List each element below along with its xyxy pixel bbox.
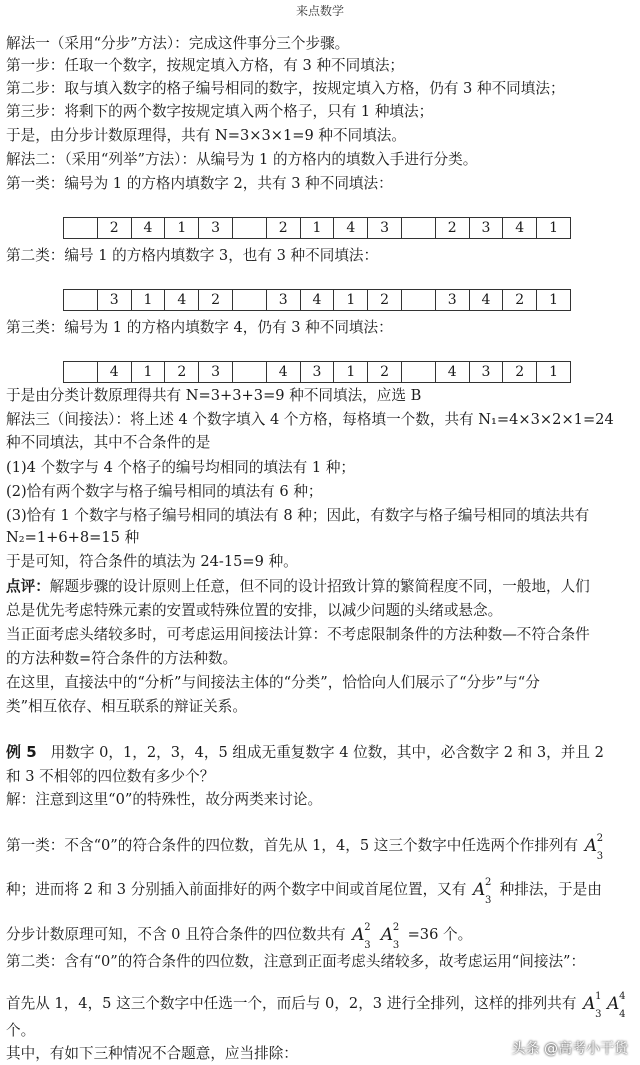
grid-cell: 4 [97, 362, 131, 382]
grid-cell: 2 [502, 362, 536, 382]
grid-cell: 1 [333, 290, 367, 310]
grid-cell: 3 [469, 218, 503, 238]
solution3-conclusion: 于是可知，符合条件的填法为 24-15=9 种。 [6, 553, 298, 570]
solution3-item2: (2)恰有两个数字与格子编号相同的填法有 6 种； [6, 483, 323, 500]
permutation-a32: A 2 3 [380, 922, 400, 951]
grid-cell [232, 290, 266, 310]
grid-cell: 3 [435, 290, 469, 310]
grid-cell: 4 [333, 218, 367, 238]
grid-cell [401, 218, 435, 238]
review-line6: 类”相互依存、相互联系的辩证关系。 [6, 698, 247, 715]
review-line3: 当正面考虑头绪较多时，可考虑运用间接法计算：不考虑限制条件的方法种数—不符合条件 [6, 626, 590, 643]
grid-cell: 1 [131, 362, 165, 382]
solution2-class2: 第二类：编号 1 的方格内填数字 3，也有 3 种不同填法： [6, 247, 379, 264]
review-text: 解题步骤的设计原则上任意，但不同的设计招致计算的繁简程度不同，一般地，人们 [49, 578, 590, 595]
solution1-conclusion: 于是，由分步计数原理得，共有 N=3×3×1=9 种不同填法。 [6, 127, 406, 144]
example5-label: 例 5 [6, 743, 37, 761]
solution2-class1: 第一类：编号为 1 的方格内填数字 2，共有 3 种不同填法： [6, 175, 393, 192]
grid-cell: 3 [198, 218, 232, 238]
example5-class1-text5: =36 个。 [407, 926, 473, 943]
grid-cell: 2 [97, 218, 131, 238]
example5-question-line2: 和 3 不相邻的四位数有多少个？ [6, 768, 215, 785]
grid-cell: 2 [367, 362, 401, 382]
fill-grid-3 [63, 361, 571, 383]
review-line5: 在这里，直接法中的“分析”与间接法主体的“分类”，恰恰向人们展示了“分步”与“分 [6, 674, 540, 691]
review-line4: 的方法种数=符合条件的方法种数。 [6, 650, 238, 667]
permutation-a31: A 1 3 [583, 991, 602, 1020]
solution2-class3: 第三类：编号为 1 的方格内填数字 4，仍有 3 种不同填法： [6, 319, 393, 336]
grid-cell: 2 [198, 290, 232, 310]
solution1-step3: 第三步：将剩下的两个数字按规定填入两个格子，只有 1 种填法； [6, 103, 434, 120]
grid-cell: 4 [300, 290, 334, 310]
example5-class1-line2 [6, 877, 634, 906]
grid-cell [401, 362, 435, 382]
permutation-a32: A 2 3 [473, 877, 492, 906]
solution3-item3: (3)恰有 1 个数字与格子编号相同的填法有 8 种；因此，有数字与格子编号相同的填法共有 [6, 507, 590, 524]
grid-cell: 2 [164, 362, 198, 382]
grid-cell: 1 [131, 290, 165, 310]
grid-cell [64, 362, 97, 382]
grid-cell: 3 [198, 362, 232, 382]
grid-cell: 2 [266, 218, 300, 238]
grid-cell: 1 [300, 218, 334, 238]
grid-cell: 1 [164, 218, 198, 238]
example5-solution-intro: 解：注意到这里“0”的特殊性，故分两类来讨论。 [6, 791, 323, 808]
grid-cell: 4 [164, 290, 198, 310]
watermark: 头条 @高考小干货 [511, 1041, 628, 1057]
grid-cell: 4 [435, 362, 469, 382]
fill-grid-1 [63, 217, 571, 239]
solution3-item1: (1)4 个数字与 4 个格子的编号均相同的填法有 1 种； [6, 459, 356, 476]
fill-grid-2 [63, 289, 571, 311]
example5-class2-line1: 第二类：含有“0”的符合条件的四位数，注意到正面考虑头绪较多，故考虑运用“间接法”： [6, 953, 586, 970]
example5-class1-line3 [6, 922, 634, 951]
grid-cell: 4 [131, 218, 165, 238]
review-line1 [6, 577, 634, 597]
grid-cell [232, 218, 266, 238]
example5-class1-text1: 第一类：不含“0”的符合条件的四位数，首先从 1，4，5 这三个数字中任选两个作排列有 [6, 837, 579, 854]
grid-cell: 1 [536, 362, 570, 382]
example5-class2-text1: 首先从 1，4，5 这三个数字中任选一个，而后与 0，2，3 进行全排列，这样的排列共有 [6, 995, 577, 1012]
example5-class2-line3: 个。 [6, 1022, 36, 1039]
permutation-a32: A 2 3 [584, 833, 604, 862]
permutation-a44: A 4 4 [607, 991, 626, 1020]
example5-class1-line1 [6, 833, 634, 862]
example5-class2-line2 [6, 991, 634, 1020]
solution1-step2: 第二步：取与填入数字的格子编号相同的数字，按规定填入方格，仍有 3 种不同填法； [6, 80, 565, 97]
solution1-title: 解法一（采用“分步”方法）：完成这件事分三个步骤。 [6, 35, 350, 52]
grid-cell: 3 [266, 290, 300, 310]
grid-cell: 3 [469, 362, 503, 382]
grid-cell: 3 [97, 290, 131, 310]
solution1-step1: 第一步：任取一个数字，按规定填入方格，有 3 种不同填法； [6, 57, 405, 74]
review-line2: 总是优先考虑特殊元素的安置或特殊位置的安排，以减少问题的头绪或悬念。 [6, 602, 503, 619]
grid-cell [232, 362, 266, 382]
page-header: 来点数学 [295, 4, 344, 18]
grid-cell: 3 [300, 362, 334, 382]
example5-class1-text3: 种排法，于是由 [499, 881, 602, 898]
grid-cell: 1 [536, 218, 570, 238]
grid-cell: 4 [266, 362, 300, 382]
grid-cell: 2 [502, 290, 536, 310]
grid-cell: 1 [536, 290, 570, 310]
grid-cell [64, 290, 97, 310]
grid-cell [64, 218, 97, 238]
example5-question-text: 用数字 0，1，2，3，4，5 组成无重复数字 4 位数，其中，必含数字 2 和 3，并且 2 [50, 744, 604, 761]
grid-cell [401, 290, 435, 310]
solution3-line1: 解法三（间接法）：将上述 4 个数字填入 4 个方格，每格填一个数，共有 N₁=4×3×2×1=24 [6, 411, 614, 428]
example5-class1-text4: 分步计数原理可知，不含 0 且符合条件的四位数共有 [6, 926, 346, 943]
solution3-line2: 种不同填法，其中不合条件的是 [6, 434, 211, 451]
example5-question-line1 [6, 742, 634, 763]
solution3-item4: N₂=1+6+8=15 种 [6, 529, 140, 546]
review-label: 点评： [6, 578, 50, 595]
example5-class1-text2: 种；进而将 2 和 3 分别插入前面排好的两个数字中间或首尾位置，又有 [6, 881, 467, 898]
grid-cell: 1 [333, 362, 367, 382]
grid-cell: 4 [502, 218, 536, 238]
permutation-a32: A 2 3 [352, 922, 371, 951]
grid-cell: 3 [367, 218, 401, 238]
grid-cell: 2 [435, 218, 469, 238]
solution2-title: 解法二：（采用“列举”方法）：从编号为 1 的方格内的填数入手进行分类。 [6, 151, 478, 168]
solution2-conclusion: 于是由分类计数原理得共有 N=3+3+3=9 种不同填法，应选 B [6, 387, 422, 404]
grid-cell: 2 [367, 290, 401, 310]
grid-cell: 4 [469, 290, 503, 310]
example5-class2-line4: 其中，有如下三种情况不合题意，应当排除： [6, 1045, 298, 1062]
